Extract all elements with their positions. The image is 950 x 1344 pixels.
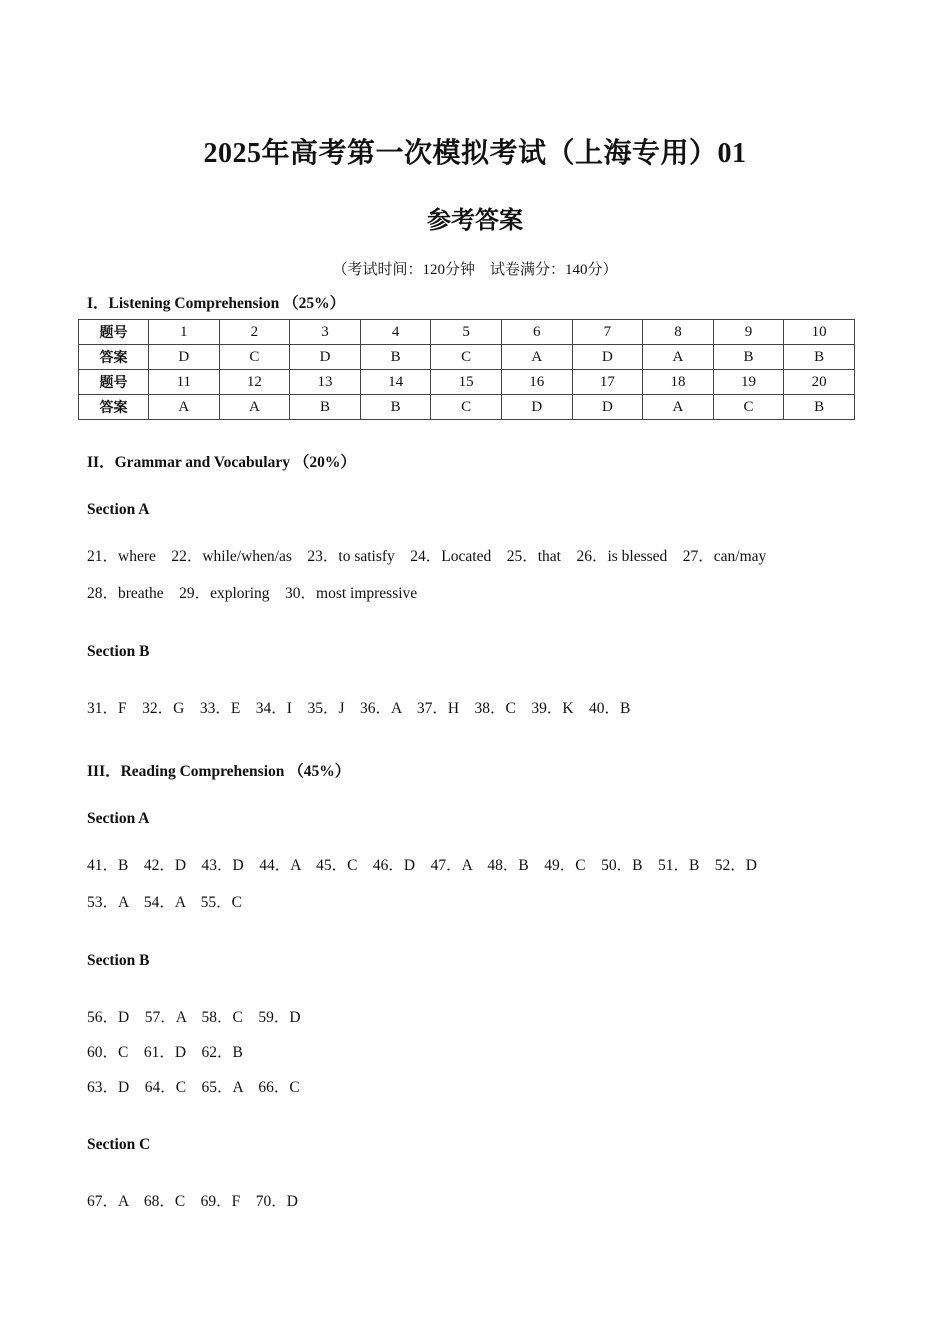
part3-section-b-answers-line1: 56．D 57．A 58．C 59．D xyxy=(87,1009,301,1026)
table-cell: A xyxy=(501,345,572,370)
table-cell: A xyxy=(643,395,714,420)
table-cell: 16 xyxy=(501,370,572,395)
part2-section-b-answers: 31．F 32．G 33．E 34．I 35．J 36．A 37．H 38．C 39．K 40．B xyxy=(87,700,631,717)
part3-section-c-heading: Section C xyxy=(87,1136,151,1153)
table-row xyxy=(79,320,855,345)
table-cell: C xyxy=(431,395,502,420)
table-cell: A xyxy=(219,395,290,420)
table-cell: 11 xyxy=(149,370,220,395)
table-cell: 19 xyxy=(713,370,784,395)
exam-info: （考试时间：120分钟 试卷满分：140分） xyxy=(332,262,618,278)
part2-section-a-answers-line1: 21．where 22．while/when/as 23．to satisfy 24．Located 25．that 26．is blessed 27．can/may xyxy=(87,548,767,565)
table-cell: C xyxy=(713,395,784,420)
table-cell: 8 xyxy=(643,320,714,345)
table-cell: B xyxy=(290,395,361,420)
table-cell: 12 xyxy=(219,370,290,395)
row-label: 答案 xyxy=(79,345,149,370)
table-cell: 17 xyxy=(572,370,643,395)
page-title: 2025年高考第一次模拟考试（上海专用）01 xyxy=(203,138,747,169)
part3-section-b-answers-line3: 63．D 64．C 65．A 66．C xyxy=(87,1079,300,1096)
table-cell: 1 xyxy=(149,320,220,345)
table-cell: B xyxy=(784,395,855,420)
part2-section-a-heading: Section A xyxy=(87,501,150,518)
table-cell: D xyxy=(572,345,643,370)
table-cell: A xyxy=(643,345,714,370)
table-cell: 3 xyxy=(290,320,361,345)
table-cell: 14 xyxy=(360,370,431,395)
table-cell: 13 xyxy=(290,370,361,395)
part3-section-a-answers-line1: 41．B 42．D 43．D 44．A 45．C 46．D 47．A 48．B 49．C 50．B 51．B 52．D xyxy=(87,857,757,874)
part3-section-a-answers-line2: 53．A 54．A 55．C xyxy=(87,894,243,911)
table-cell: D xyxy=(149,345,220,370)
part2-section-a-answers-line2: 28．breathe 29．exploring 30．most impressive xyxy=(87,585,418,602)
table-cell: B xyxy=(360,395,431,420)
part3-section-c-answers: 67．A 68．C 69．F 70．D xyxy=(87,1193,298,1210)
row-label: 题号 xyxy=(79,320,149,345)
table-cell: D xyxy=(501,395,572,420)
part2-section-b-heading: Section B xyxy=(87,643,150,660)
table-cell: 15 xyxy=(431,370,502,395)
table-cell: 18 xyxy=(643,370,714,395)
part3-section-b-heading: Section B xyxy=(87,952,150,969)
listening-answer-table xyxy=(78,319,855,420)
table-row xyxy=(79,345,855,370)
table-cell: B xyxy=(784,345,855,370)
table-cell: 6 xyxy=(501,320,572,345)
part3-section-b-answers-line2: 60．C 61．D 62．B xyxy=(87,1044,243,1061)
row-label: 题号 xyxy=(79,370,149,395)
part2-heading: II．Grammar and Vocabulary （20%） xyxy=(87,454,356,471)
table-cell: C xyxy=(431,345,502,370)
table-cell: 9 xyxy=(713,320,784,345)
part3-heading: III．Reading Comprehension （45%） xyxy=(87,763,351,780)
table-row xyxy=(79,370,855,395)
part1-heading: I．Listening Comprehension （25%） xyxy=(87,295,346,312)
row-label: 答案 xyxy=(79,395,149,420)
table-cell: 5 xyxy=(431,320,502,345)
table-cell: 10 xyxy=(784,320,855,345)
answer-key-subtitle: 参考答案 xyxy=(427,208,523,234)
table-cell: B xyxy=(360,345,431,370)
table-cell: C xyxy=(219,345,290,370)
table-cell: 7 xyxy=(572,320,643,345)
part3-section-a-heading: Section A xyxy=(87,810,150,827)
table-cell: D xyxy=(290,345,361,370)
table-cell: D xyxy=(572,395,643,420)
table-cell: 4 xyxy=(360,320,431,345)
table-row xyxy=(79,395,855,420)
table-cell: A xyxy=(149,395,220,420)
table-cell: 20 xyxy=(784,370,855,395)
table-cell: B xyxy=(713,345,784,370)
table-cell: 2 xyxy=(219,320,290,345)
